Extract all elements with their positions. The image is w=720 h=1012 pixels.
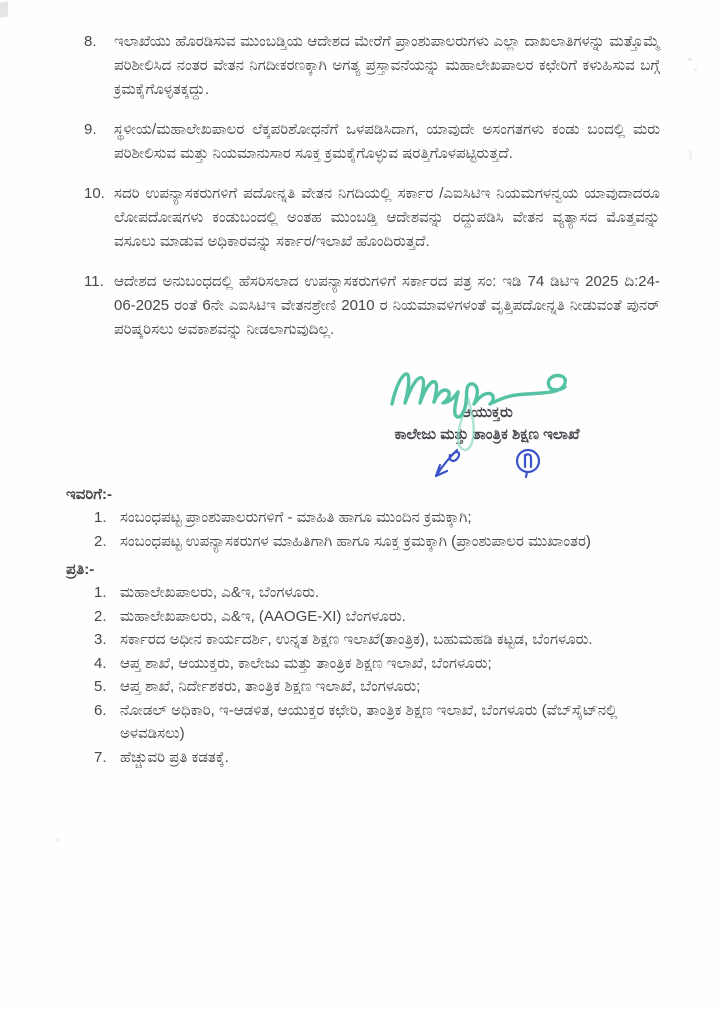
addressees-heading: ಇವರಿಗೆ:-: [66, 486, 113, 503]
paragraph-number: 10.: [84, 185, 105, 202]
signature-block: [322, 358, 652, 480]
item-number: 7.: [94, 748, 107, 766]
paragraph-item-9: [84, 118, 660, 166]
item-number: 6.: [94, 701, 107, 719]
copies-section: [0, 558, 720, 769]
item-text: ಹೆಚ್ಚುವರಿ ಪ್ರತಿ ಕಡತಕ್ಕೆ.: [120, 748, 229, 766]
item-number: 5.: [94, 678, 107, 695]
item-number: 1.: [94, 509, 107, 526]
paragraph-text: ಸದರಿ ಉಪನ್ಯಾಸಕರುಗಳಿಗೆ ಪದೋನ್ನತಿ ವೇತನ ನಿಗದಿಯಲ್ಲಿ ಸರ್ಕಾರ /ಎಐಸಿಟಿಇ ನಿಯಮಗಳನ್ವಯ ಯಾವುದಾದರೂ ಲೋಪದೋಷಗಳು ಕಂಡುಬಂದಲ್ಲಿ ಅಂತಹ ಮುಂಬಡ್ತಿ ಆದೇಶವನ್ನು ರದ್ದುಪಡಿಸಿ ವೇತನ ವ್ಯತ್ಯಾಸದ ಮೊತ್ತವನ್ನು ವಸೂಲು ಮಾಡುವ ಅಧಿಕಾರವನ್ನು ಸರ್ಕಾರ/ಇಲಾಖೆ ಹೊಂದಿರುತ್ತದೆ.: [114, 185, 660, 250]
paragraph-number: 11.: [84, 273, 104, 290]
paragraph-number: 9.: [84, 121, 97, 138]
ink-scribble-icon: [428, 446, 466, 480]
scan-artifact: [689, 150, 692, 160]
item-text: ಸಂಬಂಧಪಟ್ಟ ಉಪನ್ಯಾಸಕರುಗಳ ಮಾಹಿತಿಗಾಗಿ ಹಾಗೂ ಸೂಕ್ತ ಕ್ರಮಕ್ಕಾಗಿ (ಪ್ರಾಂಶುಪಾಲರ ಮುಖಾಂತರ): [120, 532, 591, 550]
scan-artifact: [688, 58, 692, 61]
paragraph-number: 8.: [84, 33, 97, 50]
item-text: ಸಂಬಂಧಪಟ್ಟ ಪ್ರಾಂಶುಪಾಲರುಗಳಿಗೆ - ಮಾಹಿತಿ ಹಾಗೂ ಮುಂದಿನ ಕ್ರಮಕ್ಕಾಗಿ;: [120, 509, 472, 526]
copies-list: [94, 581, 668, 769]
scan-artifact: [56, 838, 60, 842]
item-number: 3.: [94, 631, 107, 648]
ink-initials: [322, 446, 652, 480]
item-text: ನೋಡಲ್ ಅಧಿಕಾರಿ, ಇ-ಆಡಳಿತ, ಆಯುಕ್ತರ ಕಛೇರಿ, ತಾಂತ್ರಿಕ ಶಿಕ್ಷಣ ಇಲಾಖೆ, ಬೆಂಗಳೂರು (ವೆಬ್‌ಸೈಟ್‌ನಲ್ಲಿ ಅಳವಡಿಸಲು): [120, 701, 618, 742]
item-text: ಮಹಾಲೇಖಪಾಲರು, ಎ&ಇ, ಬೆಂಗಳೂರು.: [120, 584, 320, 601]
addressees-list: [94, 506, 668, 553]
copy-item: [94, 675, 668, 699]
item-text: ಸರ್ಕಾರದ ಅಧೀನ ಕಾರ್ಯದರ್ಶಿ, ಉನ್ನತ ಶಿಕ್ಷಣ ಇಲಾಖೆ(ತಾಂತ್ರಿಕ), ಬಹುಮಹಡಿ ಕಟ್ಟಡ, ಬೆಂಗಳೂರು.: [120, 631, 593, 648]
item-text: ಆಪ್ತ ಶಾಖೆ, ಆಯುಕ್ತರು, ಕಾಲೇಜು ಮತ್ತು ತಾಂತ್ರಿಕ ಶಿಕ್ಷಣ ಇಲಾಖೆ, ಬೆಂಗಳೂರು;: [120, 654, 492, 672]
paragraph-item-11: [84, 270, 660, 342]
order-paragraph-list: [84, 30, 660, 342]
paragraph-item-8: [84, 30, 660, 102]
copy-item: [94, 746, 668, 770]
copy-item: [94, 628, 668, 652]
signatory-department: ಕಾಲೇಜು ಮತ್ತು ತಾಂತ್ರಿಕ ಶಿಕ್ಷಣ ಇಲಾಖೆ: [394, 426, 580, 443]
paragraph-text: ಆದೇಶದ ಅನುಬಂಧದಲ್ಲಿ ಹೆಸರಿಸಲಾದ ಉಪನ್ಯಾಸಕರುಗಳಿಗೆ ಸರ್ಕಾರದ ಪತ್ರ ಸಂ: ಇಡಿ 74 ಡಿಟಿಇ 2025 ದಿ:24-06-2025 ರಂತೆ 6ನೇ ಎಐಸಿಟಿಇ ವೇತನಶ್ರೇಣಿ 2010 ರ ನಿಯಮಾವಳಿಗಳಂತೆ ವೃತ್ತಿಪದೋನ್ನತಿ ನೀಡುವಂತೆ ಪುನರ್ ಪರಿಷ್ಕರಿಸಲು ಅವಕಾಶವನ್ನು ನೀಡಲಾಗುವುದಿಲ್ಲ.: [114, 273, 660, 338]
ink-circled-mark-icon: [510, 446, 546, 480]
addressee-item: [94, 530, 668, 554]
copies-heading: ಪ್ರತಿ:-: [66, 561, 95, 578]
signatory-title: ಆಯುಕ್ತರು: [461, 404, 513, 421]
paragraph-text: ಇಲಾಖೆಯು ಹೊರಡಿಸುವ ಮುಂಬಡ್ತಿಯ ಆದೇಶದ ಮೇರೆಗೆ ಪ್ರಾಂಶುಪಾಲರುಗಳು ಎಲ್ಲಾ ದಾಖಲಾತಿಗಳನ್ನು ಮತ್ತೊಮ್ಮೆ ಪರಿಶೀಲಿಸಿದ ನಂತರ ವೇತನ ನಿಗದೀಕರಣಕ್ಕಾಗಿ ಅಗತ್ಯ ಪ್ರಸ್ತಾವನೆಯನ್ನು ಮಹಾಲೇಖಪಾಲರ ಕಛೇರಿಗೆ ಕಳುಹಿಸುವ ಬಗ್ಗೆ ಕ್ರಮಕೈಗೊಳ್ಳತಕ್ಕದ್ದು.: [114, 33, 660, 98]
item-number: 1.: [94, 584, 107, 601]
addressees-section: [0, 483, 720, 553]
addressee-item: [94, 506, 668, 530]
scan-artifact: [0, 1, 8, 17]
copy-item: [94, 699, 668, 746]
paragraph-item-10: [84, 182, 660, 254]
copy-item: [94, 581, 668, 605]
item-number: 2.: [94, 607, 107, 625]
item-number: 2.: [94, 532, 107, 550]
item-text: ಮಹಾಲೇಖಪಾಲರು, ಎ&ಇ, (AAOGE-XI) ಬೆಂಗಳೂರು.: [120, 607, 406, 625]
scan-artifact: [694, 68, 697, 71]
copy-item: [94, 652, 668, 676]
copy-item: [94, 605, 668, 629]
item-text: ಆಪ್ತ ಶಾಖೆ, ನಿರ್ದೇಶಕರು, ತಾಂತ್ರಿಕ ಶಿಕ್ಷಣ ಇಲಾಖೆ, ಬೆಂಗಳೂರು;: [120, 678, 421, 695]
item-number: 4.: [94, 654, 107, 672]
paragraph-text: ಸ್ಥಳೀಯ/ಮಹಾಲೇಖಪಾಲರ ಲೆಕ್ಕಪರಿಶೋಧನೆಗೆ ಒಳಪಡಿಸಿದಾಗ, ಯಾವುದೇ ಅಸಂಗತಗಳು ಕಂಡು ಬಂದಲ್ಲಿ ಮರು ಪರಿಶೀಲಿಸುವ ಮತ್ತು ನಿಯಮಾನುಸಾರ ಸೂಕ್ತ ಕ್ರಮಕೈಗೊಳ್ಳುವ ಷರತ್ತಿಗೊಳಪಟ್ಟಿರುತ್ತದೆ.: [114, 121, 660, 162]
